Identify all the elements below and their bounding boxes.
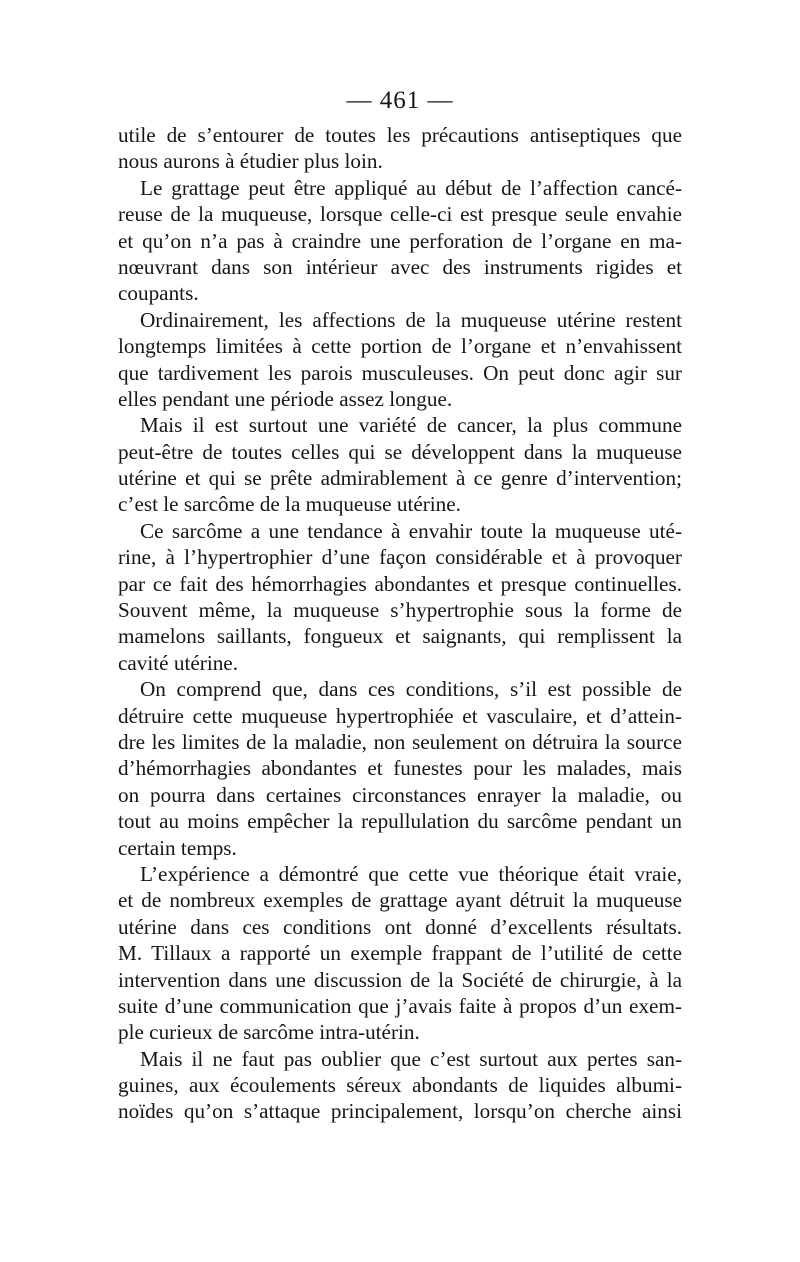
text-line: L’expérience a démontré que cette vue théorique était vraie, xyxy=(140,861,682,886)
text-line: utérine dans ces conditions ont donné d’excellents résultats. xyxy=(118,914,682,939)
text-line: détruire cette muqueuse hypertrophiée et vasculaire, et d’attein- xyxy=(118,703,682,728)
text-line: noïdes qu’on s’attaque principalement, lorsqu’on cherche ainsi xyxy=(118,1099,682,1124)
text-line: utérine et qui se prête admirablement à ce genre d’intervention; xyxy=(118,466,682,491)
text-line: guines, aux écoulements séreux abondants de liquides albumi- xyxy=(118,1073,682,1098)
text-line: coupants. xyxy=(118,281,199,306)
text-line: nœuvrant dans son intérieur avec des instruments rigides et xyxy=(118,254,682,279)
text-line: et qu’on n’a pas à craindre une perforation de l’organe en ma- xyxy=(118,228,682,253)
text-line: c’est le sarcôme de la muqueuse utérine. xyxy=(118,492,461,517)
text-line: dre les limites de la maladie, non seulement on détruira la source xyxy=(118,729,682,754)
text-line: on pourra dans certaines circonstances enrayer la maladie, ou xyxy=(118,782,682,807)
text-line: reuse de la muqueuse, lorsque celle-ci est presque seule envahie xyxy=(118,202,682,227)
text-line: suite d’une communication que j’avais faite à propos d’un exem- xyxy=(118,993,682,1018)
text-line: Ordinairement, les affections de la muqueuse utérine restent xyxy=(140,307,682,332)
text-line: que tardivement les parois musculeuses. On peut donc agir sur xyxy=(118,360,682,385)
text-line: utile de s’entourer de toutes les précautions antiseptiques que xyxy=(118,123,682,147)
text-line: cavité utérine. xyxy=(118,650,238,675)
text-line: d’hémorrhagies abondantes et funestes pour les malades, mais xyxy=(118,756,682,781)
text-line: ple curieux de sarcôme intra-utérin. xyxy=(118,1020,420,1045)
text-line: Souvent même, la muqueuse s’hypertrophie sous la forme de xyxy=(118,598,682,623)
text-line: Le grattage peut être appliqué au début de l’affection cancé- xyxy=(140,175,682,200)
text-line: elles pendant une période assez longue. xyxy=(118,386,453,411)
text-line: peut-être de toutes celles qui se développent dans la muqueuse xyxy=(118,439,682,464)
text-line: nous aurons à étudier plus loin. xyxy=(118,149,383,174)
page-number: — 461 — xyxy=(346,87,454,114)
text-line: certain temps. xyxy=(118,835,237,860)
text-line: par ce fait des hémorrhagies abondantes et presque continuelles. xyxy=(118,571,682,596)
text-line: Mais il ne faut pas oublier que c’est surtout aux pertes san- xyxy=(140,1046,682,1071)
text-line: On comprend que, dans ces conditions, s’il est possible de xyxy=(140,677,682,702)
text-line: rine, à l’hypertrophier d’une façon considérable et à provoquer xyxy=(118,545,682,570)
text-line: Ce sarcôme a une tendance à envahir toute la muqueuse uté- xyxy=(140,518,682,543)
text-line: et de nombreux exemples de grattage ayant détruit la muqueuse xyxy=(118,888,682,913)
text-line: Mais il est surtout une variété de cancer, la plus commune xyxy=(140,413,682,438)
text-line: M. Tillaux a rapporté un exemple frappant de l’utilité de cette xyxy=(118,941,682,966)
text-line: intervention dans une discussion de la Société de chirurgie, à la xyxy=(118,967,682,992)
body-text xyxy=(118,122,682,1125)
text-line: longtemps limitées à cette portion de l’organe et n’envahissent xyxy=(118,334,682,359)
text-line: tout au moins empêcher la repullulation du sarcôme pendant un xyxy=(118,809,682,834)
text-line: mamelons saillants, fongueux et saignants, qui remplissent la xyxy=(118,624,682,649)
